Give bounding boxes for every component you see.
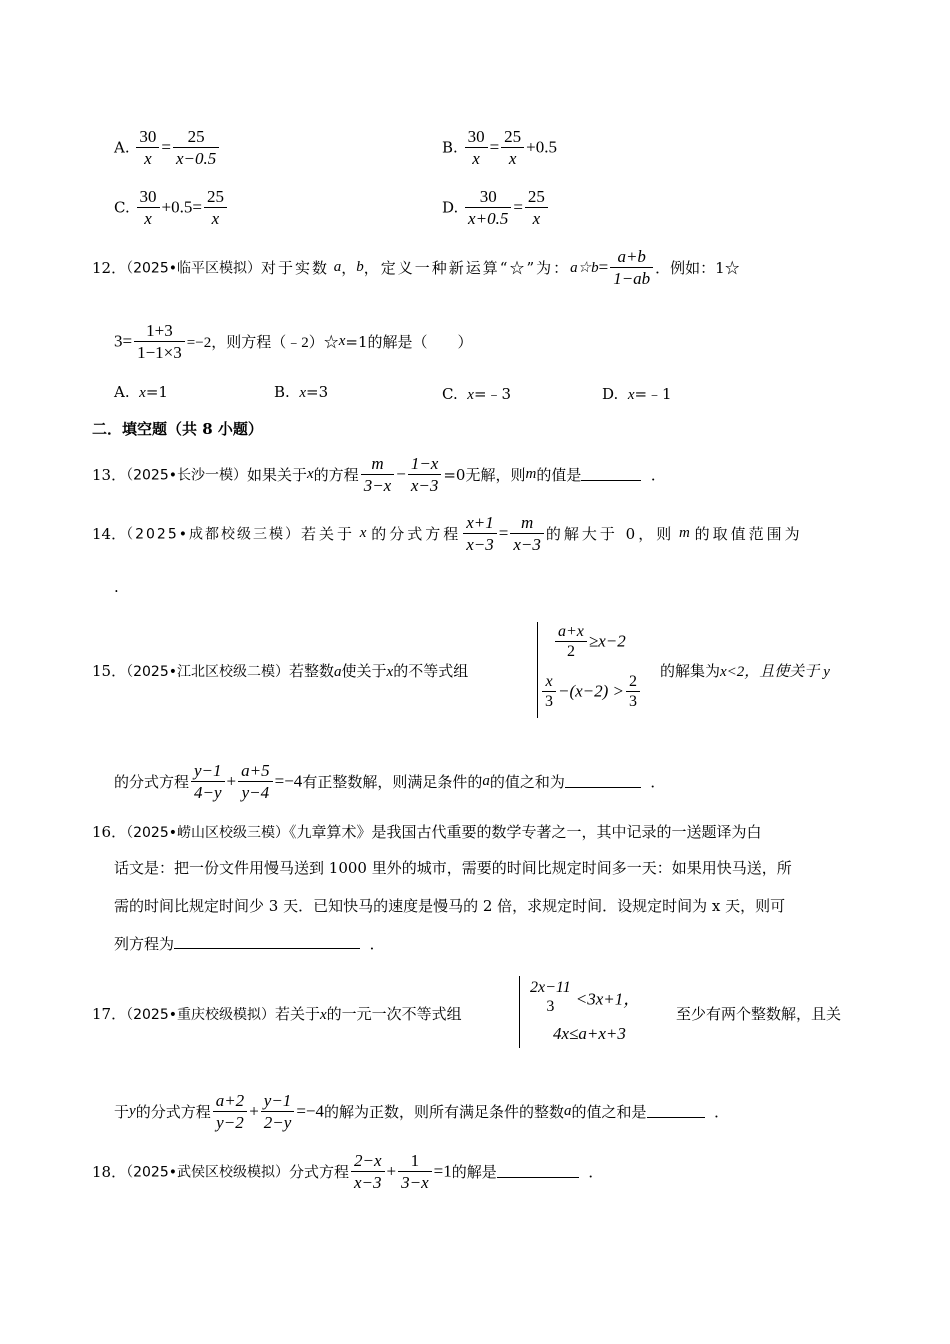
fraction: $\frac{m}{3-x}$ bbox=[361, 453, 395, 496]
q15-line1-left: 15．（2025•江北区校级二模）若整数a使关于x的不等式组 bbox=[92, 662, 469, 680]
q14: 14．（2025•成都校级三模）若关于 x 的分式方程 $\frac{x+1}{x-3}$ = $\frac{m}{x-3}$ 的解大于 0，则 m 的取值范围为 bbox=[92, 513, 803, 554]
fraction: $\frac{1+3}{1-1\times 3}$ bbox=[134, 320, 185, 363]
section-title: 二．填空题（共 8 小题） bbox=[92, 420, 263, 438]
q12-option-b: B. x=3 bbox=[274, 383, 329, 401]
answer-blank[interactable] bbox=[581, 468, 641, 481]
q15-line1-right: 的解集为x<2，且使关于 y bbox=[660, 662, 830, 680]
fraction: $\frac{25}{x}$ bbox=[501, 126, 524, 169]
system-brace bbox=[519, 976, 520, 1048]
q15-system-row2: $\frac{x}{3}$ −(x−2) > $\frac{2}{3}$ bbox=[540, 672, 642, 711]
fraction: $\frac{y-1}{2-y}$ bbox=[261, 1090, 295, 1133]
fraction: $\frac{a+2}{y-2}$ bbox=[213, 1090, 247, 1133]
fraction: $\frac{2}{3}$ bbox=[626, 672, 640, 711]
q18: 18．（2025•武侯区校级模拟）分式方程 $\frac{2-x}{x-3}$ + $\frac{1}{3-x}$ =1的解是 ． bbox=[92, 1151, 604, 1192]
q16-line4: 列方程为 ． bbox=[114, 935, 385, 953]
fraction: $\frac{a+x}{2}$ bbox=[555, 622, 587, 661]
fraction: $\frac{30}{x}$ bbox=[465, 126, 488, 169]
q14-end: . bbox=[114, 578, 119, 596]
q17-line2: 于y的分式方程 $\frac{a+2}{y-2}$ + $\frac{y-1}{2-y}$ =−4的解为正数，则所有满足条件的整数a的值之和是 ． bbox=[114, 1091, 730, 1132]
q12-line2: 3= $\frac{1+3}{1-1\times 3}$ =−2，则方程（﹣2）☆x=1的解是（ ） bbox=[114, 321, 473, 362]
q11-option-a: A. $\frac{30}{x}$ = $\frac{25}{x-0.5}$ bbox=[114, 126, 221, 169]
system-brace bbox=[537, 622, 538, 718]
option-label: B. bbox=[442, 138, 458, 157]
option-label: A. bbox=[114, 138, 130, 157]
q15-line2: 的分式方程 $\frac{y-1}{4-y}$ + $\frac{a+5}{y-4}$ =−4有正整数解，则满足条件的a的值之和为 ． bbox=[114, 761, 666, 802]
q17-system-row2: 4x≤a+x+3 bbox=[553, 1024, 626, 1043]
fraction: $\frac{x+1}{x-3}$ bbox=[463, 512, 497, 555]
q15-system-row1: $\frac{a+x}{2}$ ≥x−2 bbox=[553, 622, 626, 661]
q13: 13．（2025•长沙一模）如果关于x的方程 $\frac{m}{3-x}$ − $\frac{1-x}{x-3}$ =0无解，则m的值是 ． bbox=[92, 454, 666, 495]
fraction: $\frac{25}{x-0.5}$ bbox=[173, 126, 219, 169]
q16-line2: 话文是：把一份文件用慢马送到 1000 里外的城市，需要的时间比规定时间多一天：如果用快马送，所 bbox=[114, 859, 792, 877]
fraction: $\frac{30}{x}$ bbox=[137, 186, 160, 229]
fraction: $\frac{1-x}{x-3}$ bbox=[408, 453, 442, 496]
fraction: $\frac{m}{x-3}$ bbox=[510, 512, 544, 555]
q17-system-row1: 2x−11 3 <3x+1， bbox=[525, 978, 640, 1016]
fraction: 2x−11 3 bbox=[530, 979, 571, 1015]
answer-blank[interactable] bbox=[497, 1165, 579, 1178]
fraction: $\frac{25}{x}$ bbox=[204, 186, 227, 229]
q12-option-d: D. x=﹣1 bbox=[602, 385, 672, 403]
fraction: $\frac{2-x}{x-3}$ bbox=[351, 1150, 385, 1193]
fraction: $\frac{25}{x}$ bbox=[525, 186, 548, 229]
q17-line1-left: 17．（2025•重庆校级模拟）若关于x的一元一次不等式组 bbox=[92, 1005, 462, 1023]
q12-line1: 12．（2025•临平区模拟）对于实数 a，b，定义一种新运算“☆”为：a☆b= $\frac{a+b}{1-ab}$ ．例如：1☆ bbox=[92, 247, 740, 288]
fraction: $\frac{a+5}{y-4}$ bbox=[238, 760, 272, 803]
q11-option-c: C. $\frac{30}{x}$ +0.5= $\frac{25}{x}$ bbox=[114, 186, 229, 229]
fraction: $\frac{30}{x+0.5}$ bbox=[465, 186, 511, 229]
fraction: $\frac{x}{3}$ bbox=[542, 672, 556, 711]
fraction: $\frac{a+b}{1-ab}$ bbox=[610, 246, 653, 289]
option-label: C. bbox=[114, 198, 130, 217]
q12-option-c: C. x=﹣3 bbox=[442, 385, 512, 403]
fraction: $\frac{1}{3-x}$ bbox=[398, 1150, 432, 1193]
q11-option-b: B. $\frac{30}{x}$ = $\frac{25}{x}$ +0.5 bbox=[442, 127, 558, 168]
q11-option-d: D. $\frac{30}{x+0.5}$ = $\frac{25}{x}$ bbox=[442, 186, 550, 229]
fraction: $\frac{30}{x}$ bbox=[136, 126, 159, 169]
answer-blank[interactable] bbox=[647, 1105, 705, 1118]
q16-line1: 16．（2025•崂山区校级三模）《九章算术》是我国古代重要的数学专著之一，其中记录的一送题译为白 bbox=[92, 823, 762, 841]
q12-option-a: A. x=1 bbox=[114, 383, 168, 401]
answer-blank[interactable] bbox=[174, 936, 360, 949]
answer-blank[interactable] bbox=[565, 775, 641, 788]
fraction: $\frac{y-1}{4-y}$ bbox=[191, 760, 225, 803]
q17-line1-right: 至少有两个整数解，且关 bbox=[676, 1005, 842, 1023]
option-label: D. bbox=[442, 198, 459, 217]
q16-line3: 需的时间比规定时间少 3 天．已知快马的速度是慢马的 2 倍，求规定时间．设规定时间为 x 天，则可 bbox=[114, 897, 786, 915]
